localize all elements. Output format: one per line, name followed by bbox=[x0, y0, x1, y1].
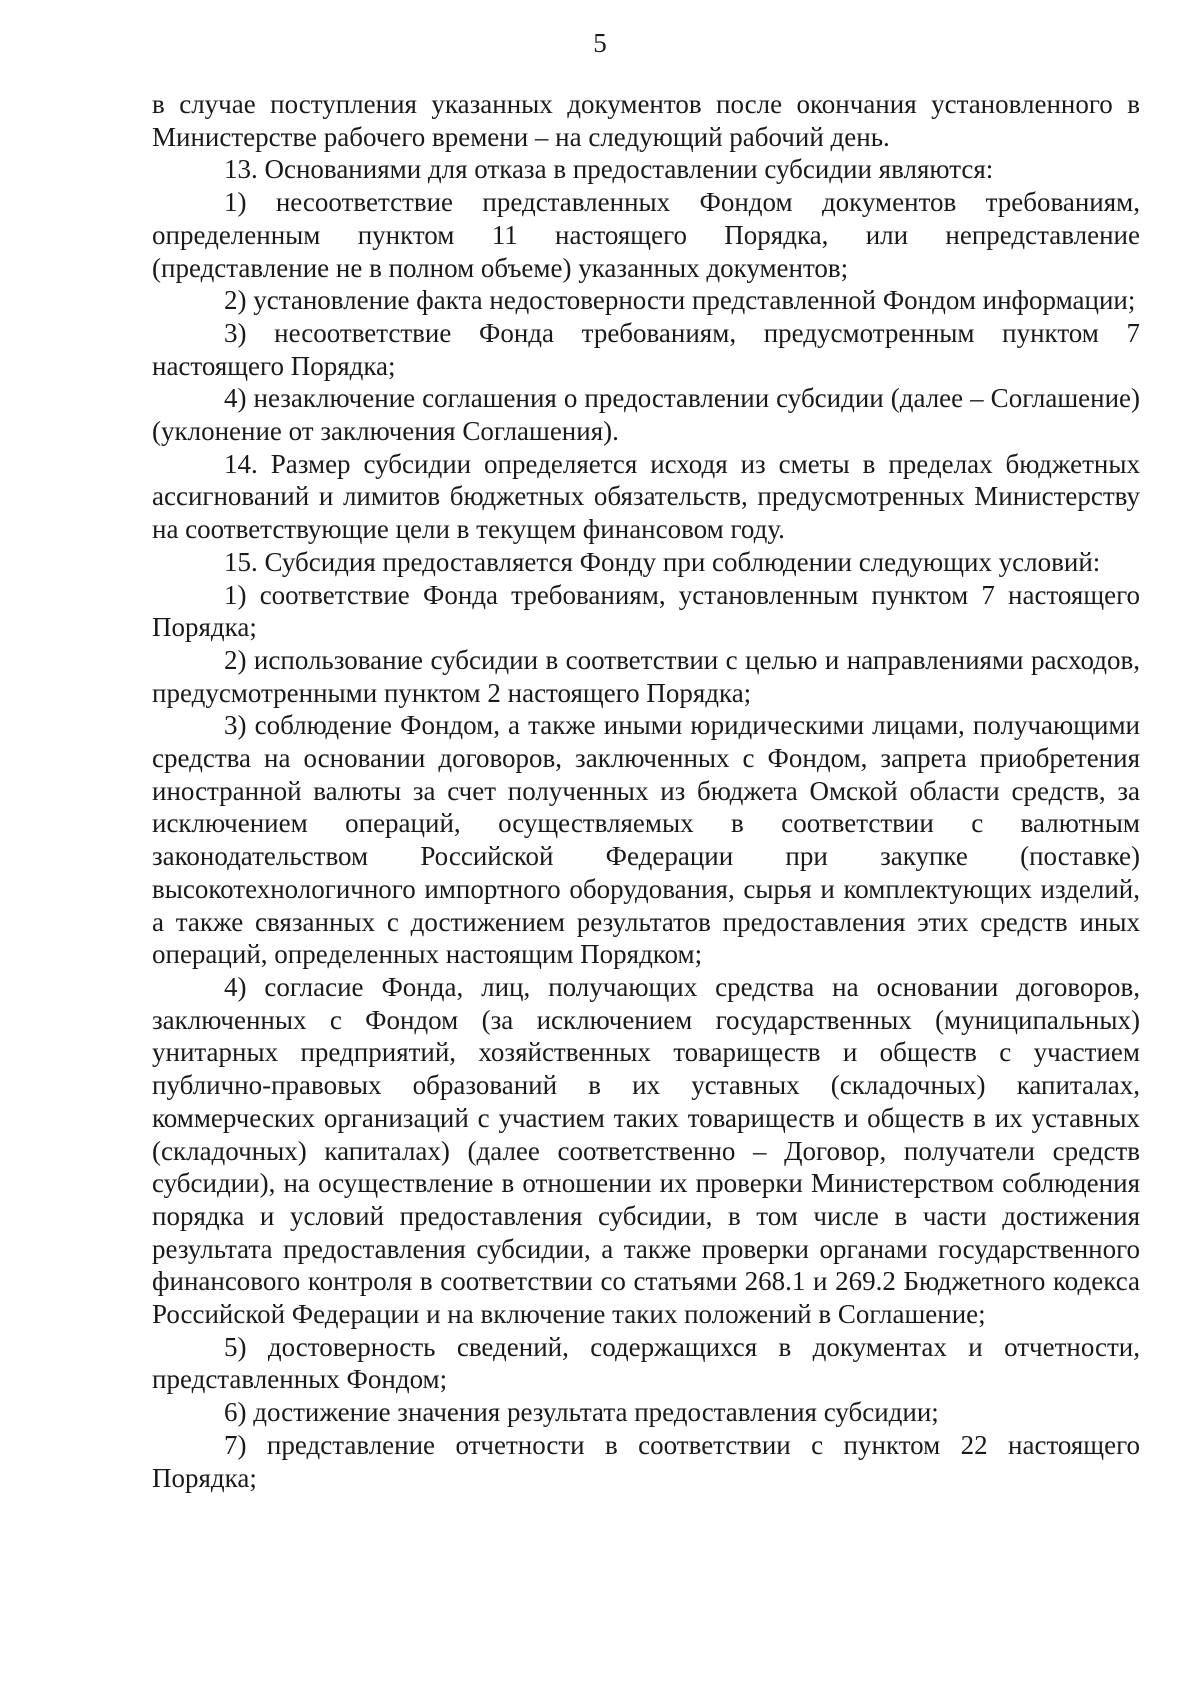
paragraph-15-sub-7: 7) представление отчетности в соответствии с пунктом 22 настоящего Порядка; bbox=[152, 1429, 1140, 1493]
paragraph-item-13: 13. Основаниями для отказа в предоставлении субсидии являются: bbox=[224, 154, 994, 185]
paragraph-13-sub-1: 1) несоответствие представленных Фондом документов требованиям, определенным пунктом 11 настоящего Порядка, или непредставление (представление не в полном объеме) указанных документов; bbox=[152, 187, 1140, 283]
paragraph-15-sub-6: 6) достижение значения результата предоставления субсидии; bbox=[224, 1397, 939, 1428]
paragraph-item-14: 14. Размер субсидии определяется исходя из сметы в пределах бюджетных ассигнований и лимитов бюджетных обязательств, предусмотренных Министерству на соответствующие цели в текущем финансовом году. bbox=[152, 448, 1140, 545]
paragraph-15-sub-3: 3) соблюдение Фондом, а также иными юридическими лицами, получающими средства на основании договоров, заключенных с Фондом, запрета приобретения иностранной валюты за счет полученных из бюджета Омской области средств, за исключением операций, осуществляемых в соответствии с валютным законодательством Российской Федерации при закупке (поставке) высокотехнологичного импортного оборудования, сырья и комплектующих изделий, а также связанных с достижением результатов предоставления этих средств иных операций, определенных настоящим Порядком; bbox=[152, 710, 1140, 970]
paragraph-13-sub-3: 3) несоответствие Фонда требованиям, предусмотренным пунктом 7 настоящего Порядка; bbox=[152, 317, 1140, 381]
paragraph-15-sub-2: 2) использование субсидии в соответствии с целью и направлениями расходов, предусмотренными пунктом 2 настоящего Порядка; bbox=[152, 644, 1140, 708]
paragraph-13-sub-2: 2) установление факта недостоверности представленной Фондом информации; bbox=[224, 285, 1136, 316]
document-body bbox=[152, 88, 1140, 1494]
paragraph-15-sub-5: 5) достоверность сведений, содержащихся в документах и отчетности, представленных Фондом; bbox=[152, 1331, 1140, 1395]
paragraph-item-15: 15. Субсидия предоставляется Фонду при соблюдении следующих условий: bbox=[224, 546, 1101, 577]
paragraph-15-sub-4: 4) согласие Фонда, лиц, получающих средства на основании договоров, заключенных с Фондом (за исключением государственных (муниципальных) унитарных предприятий, хозяйственных товариществ и обществ с участием публично-правовых образований в их уставных (складочных) капиталах, коммерческих организаций с участием таких товариществ и обществ в их уставных (складочных) капиталах) (далее соответственно – Договор, получатели средств субсидии), на осуществление в отношении их проверки Министерством соблюдения порядка и условий предоставления субсидии, в том числе в части достижения результата предоставления субсидии, а также проверки органами государственного финансового контроля в соответствии со статьями 268.1 и 269.2 Бюджетного кодекса Российской Федерации и на включение таких положений в Соглашение; bbox=[152, 971, 1140, 1330]
paragraph-15-sub-1: 1) соответствие Фонда требованиям, установленным пунктом 7 настоящего Порядка; bbox=[152, 579, 1140, 643]
paragraph-13-sub-4: 4) незаключение соглашения о предоставлении субсидии (далее – Соглашение) (уклонение от заключения Соглашения). bbox=[152, 383, 1140, 447]
page-number: 5 bbox=[593, 28, 607, 58]
paragraph-continuation: в случае поступления указанных документов после окончания установленного в Министерстве рабочего времени – на следующий рабочий день. bbox=[152, 89, 1140, 152]
